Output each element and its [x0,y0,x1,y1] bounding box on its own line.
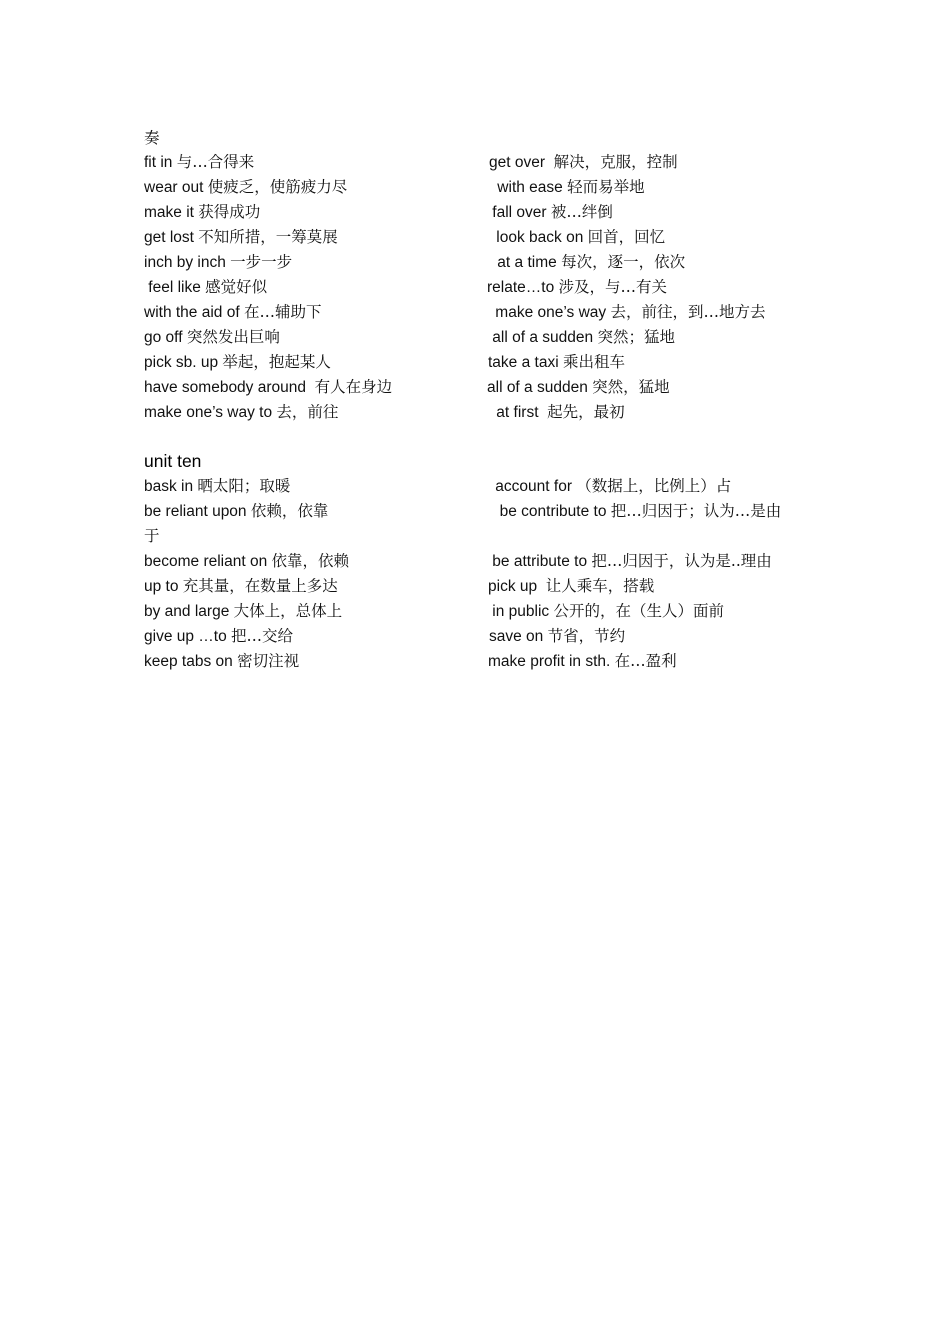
phrase-right-4: look back on 回首，回忆 [492,228,666,246]
unit-ten-left-3: become reliant on 依靠，依赖 [144,552,350,570]
unit-ten-right-5: in public 公开的，在（生人）面前 [488,602,724,620]
phrase-right-10: all of a sudden 突然，猛地 [487,378,670,396]
unit-ten-right-3: be attribute to 把…归因于，认为是..理由 [488,552,772,570]
phrase-left-5: inch by inch 一步一步 [144,253,293,271]
phrase-left-4: get lost 不知所措，一筹莫展 [144,228,338,246]
unit-ten-left-7: keep tabs on 密切注视 [144,652,300,670]
unit-ten-right-7: make profit in sth. 在…盈利 [488,652,677,670]
unit-ten-left-1: bask in 晒太阳；取暖 [144,477,291,495]
phrase-right-3: fall over 被…绊倒 [488,203,613,221]
phrase-left-3: make it 获得成功 [144,203,261,221]
phrase-left-2: wear out 使疲乏，使筋疲力尽 [144,178,348,196]
unit-ten-right-2: be contribute to 把…归因于；认为…是由 [491,502,782,520]
unit-ten-left-4: up to 充其量，在数量上多达 [144,577,338,595]
unit-ten-left-6: give up …to 把…交给 [144,627,294,645]
phrase-right-9: take a taxi 乘出租车 [488,353,625,371]
unit-ten-wrap-continuation: 于 [144,527,160,545]
phrase-right-7: make one’s way 去，前往，到…地方去 [491,303,766,321]
phrase-right-2: with ease 轻而易举地 [493,178,645,196]
phrase-right-11: at first 起先，最初 [492,403,625,421]
phrase-left-11: make one’s way to 去，前往 [144,403,339,421]
unit-ten-left-5: by and large 大体上，总体上 [144,602,343,620]
unit-ten-right-4: pick up 让人乘车，搭载 [488,577,655,595]
phrase-left-9: pick sb. up 举起，抱起某人 [144,353,331,371]
phrase-left-8: go off 突然发出巨响 [144,328,280,346]
unit-ten-right-6: save on 节省，节约 [489,627,626,645]
phrase-left-7: with the aid of 在…辅助下 [144,303,322,321]
carryover-text: 奏 [144,129,160,147]
phrase-right-8: all of a sudden 突然；猛地 [488,328,675,346]
unit-ten-left-2: be reliant upon 依赖，依靠 [144,502,329,520]
section-heading-unit-ten: unit ten [144,451,202,471]
phrase-right-6: relate…to 涉及，与…有关 [487,278,668,296]
phrase-left-10: have somebody around 有人在身边 [144,378,393,396]
phrase-right-5: at a time 每次，逐一，依次 [493,253,686,271]
phrase-left-1: fit in 与…合得来 [144,153,255,171]
phrase-right-1: get over 解决，克服，控制 [489,153,678,171]
phrase-left-6: feel like 感觉好似 [144,278,268,296]
unit-ten-right-1: account for （数据上，比例上）占 [491,477,732,495]
